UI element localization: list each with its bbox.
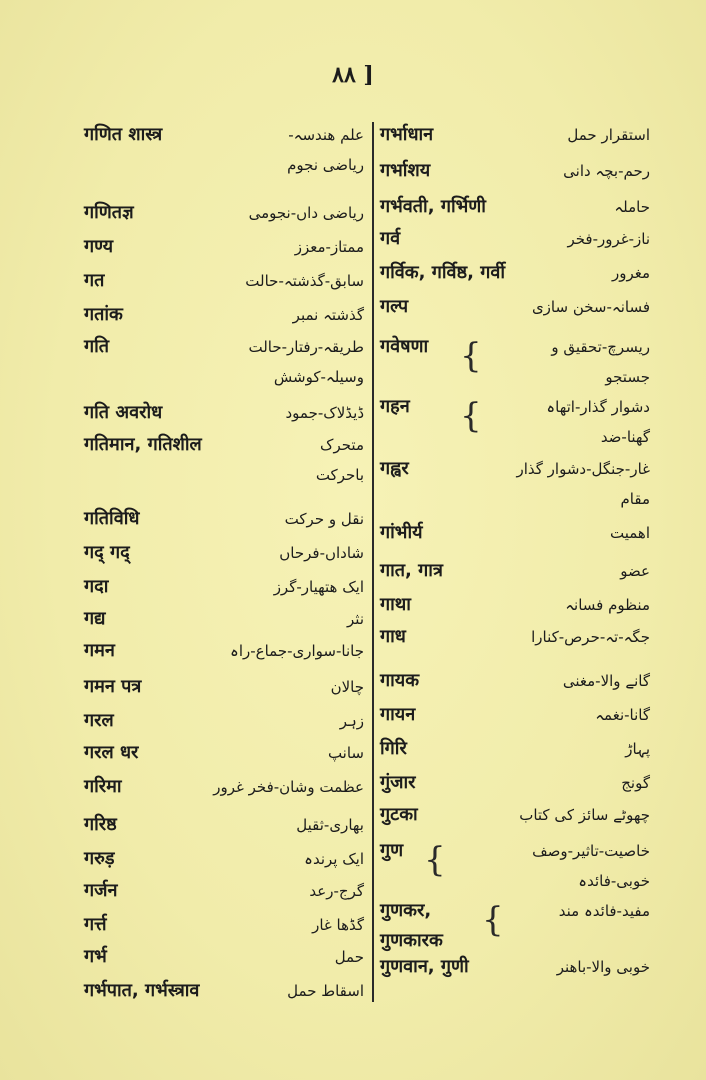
meaning-line2: گھنا-ضد <box>600 428 650 446</box>
headword: गहन <box>380 396 410 417</box>
meaning-line2: باحرکت <box>315 466 364 484</box>
right-entry <box>380 454 650 508</box>
brace-icon: { <box>424 840 446 880</box>
meaning: عضو <box>620 562 650 580</box>
meaning: ریاضی داں-نجومی <box>248 204 364 222</box>
column-divider <box>372 122 374 1002</box>
page-number: ۸۸ ] <box>332 62 374 88</box>
right-entry <box>380 120 650 150</box>
meaning: گانا-نغمہ <box>595 706 650 724</box>
right-entry <box>380 896 650 951</box>
meaning: حاملہ <box>614 198 650 216</box>
headword: गति अवरोध <box>84 402 163 423</box>
right-entry <box>380 192 650 222</box>
meaning: طریقہ-رفتار-حالت <box>248 338 364 356</box>
meaning: دشوار گذار-اتھاہ <box>546 398 650 416</box>
right-entry <box>380 292 650 322</box>
meaning-line2: خوبی-فائدہ <box>578 872 650 890</box>
meaning: مفید-فائدہ مند <box>558 902 650 920</box>
left-entry <box>84 120 364 174</box>
right-entry <box>380 224 650 254</box>
headword: गदा <box>84 576 109 597</box>
headword: गायन <box>380 704 416 725</box>
left-entry <box>84 198 364 228</box>
headword: गर्भाशय <box>380 160 431 181</box>
headword: गत <box>84 270 105 291</box>
left-entry <box>84 976 364 1006</box>
headword: गमन पत्र <box>84 676 142 697</box>
headword: गांभीर्य <box>380 522 423 543</box>
meaning: خاصیت-تاثیر-وصف <box>532 842 650 860</box>
meaning: اسقاط حمل <box>287 982 364 1000</box>
right-entry <box>380 836 650 890</box>
meaning: غار-جنگل-دشوار گذار <box>516 460 650 478</box>
meaning: سابق-گذشتہ-حالت <box>245 272 364 290</box>
headword: गिरि <box>380 738 407 759</box>
right-entry <box>380 332 650 386</box>
meaning: گونج <box>621 774 650 792</box>
right-entry <box>380 700 650 730</box>
meaning: گرج-رعد <box>309 882 364 900</box>
left-entry <box>84 844 364 874</box>
left-entry <box>84 706 364 736</box>
right-entry <box>380 666 650 696</box>
headword: गमन <box>84 640 115 661</box>
headword: गतिविधि <box>84 508 140 529</box>
left-entry <box>84 232 364 262</box>
headword: गर्जन <box>84 880 118 901</box>
headword: गुण <box>380 840 404 861</box>
headword: गात, गात्र <box>380 560 443 581</box>
headword: गरिमा <box>84 776 122 797</box>
headword: गर्भवती, गर्भिणी <box>380 196 486 217</box>
headword: गणित शास्त्र <box>84 124 163 145</box>
meaning: متحرک <box>320 436 364 454</box>
left-entry <box>84 772 364 802</box>
meaning-line2: جستجو <box>605 368 650 386</box>
meaning: جگہ-تہ-حرص-کنارا <box>531 628 650 646</box>
headword: गुटका <box>380 804 418 825</box>
meaning: بھاری-ثقیل <box>296 816 364 834</box>
headword: गाध <box>380 626 406 647</box>
headword: गति <box>84 336 110 357</box>
headword: गरिष्ठ <box>84 814 117 835</box>
meaning: خوبی والا-باھنر <box>556 958 650 976</box>
right-entry <box>380 622 650 652</box>
headword: गर्भपात, गर्भस्त्राव <box>84 980 200 1001</box>
headword: गणितज्ञ <box>84 202 134 223</box>
meaning: حمل <box>334 948 364 966</box>
right-entry <box>380 768 650 798</box>
meaning: زہر <box>339 712 364 730</box>
left-entry <box>84 604 364 634</box>
meaning: پہاڑ <box>625 740 650 758</box>
meaning: گانے والا-مغنی <box>562 672 650 690</box>
meaning: مغرور <box>611 264 650 282</box>
left-entry <box>84 430 364 484</box>
headword: गतिमान, गतिशील <box>84 434 202 455</box>
headword: गतांक <box>84 304 123 325</box>
meaning: چالان <box>330 678 364 696</box>
headword: गद्य <box>84 608 106 629</box>
meaning: شاداں-فرحاں <box>279 544 364 562</box>
brace-icon: { <box>482 900 504 940</box>
left-entry <box>84 332 364 386</box>
left-entry <box>84 810 364 840</box>
headword: गह्वर <box>380 458 409 479</box>
brace-icon: { <box>460 396 482 436</box>
left-entry <box>84 636 364 666</box>
meaning-line2: ریاضی نجوم <box>287 156 364 174</box>
left-entry <box>84 738 364 768</box>
brace-icon: { <box>460 336 482 376</box>
headword: गरल धर <box>84 742 139 763</box>
meaning: رحم-بچہ دانی <box>563 162 650 180</box>
headword: गुणकर, <box>380 900 432 921</box>
meaning: نثر <box>347 610 364 628</box>
meaning: علم ھندسہ- <box>288 126 364 144</box>
meaning: ایک ھتھیار-گرز <box>273 578 364 596</box>
left-entry <box>84 942 364 972</box>
headword: गवेषणा <box>380 336 429 357</box>
headword: गर्भाधान <box>380 124 434 145</box>
left-entry <box>84 504 364 534</box>
left-entry <box>84 910 364 940</box>
meaning: نقل و حرکت <box>284 510 364 528</box>
left-entry <box>84 538 364 568</box>
left-entry <box>84 300 364 330</box>
meaning: فسانہ-سخن سازی <box>531 298 650 316</box>
headword: गुंजार <box>380 772 416 793</box>
headword: गर्विक, गर्विष्ठ, गर्वी <box>380 262 506 283</box>
headword: गर्व <box>380 228 401 249</box>
right-entry <box>380 258 650 288</box>
headword: गरल <box>84 710 114 731</box>
headword: गल्प <box>380 296 409 317</box>
meaning: سانپ <box>327 744 364 762</box>
meaning-line2: مقام <box>620 490 650 508</box>
meaning: ایک پرندہ <box>304 850 364 868</box>
left-entry <box>84 876 364 906</box>
meaning: اھمیت <box>609 524 650 542</box>
headword: गद् गद् <box>84 542 130 563</box>
meaning-line2: وسیلہ-کوشش <box>273 368 364 386</box>
right-entry <box>380 952 650 982</box>
meaning: ناز-غرور-فخر <box>567 230 650 248</box>
headword: गरुड़ <box>84 848 115 869</box>
right-entry <box>380 590 650 620</box>
left-entry <box>84 398 364 428</box>
headword: गायक <box>380 670 420 691</box>
meaning: چھوٹے سائز کی کتاب <box>519 806 650 824</box>
headword: गर्त्त <box>84 914 107 935</box>
meaning: گڈھا غار <box>312 916 364 934</box>
right-entry <box>380 734 650 764</box>
right-entry <box>380 392 650 446</box>
meaning: ڈیڈلاک-جمود <box>285 404 364 422</box>
right-entry <box>380 800 650 830</box>
headword: गर्भ <box>84 946 107 967</box>
headword: गुणवान, गुणी <box>380 956 469 977</box>
left-entry <box>84 572 364 602</box>
meaning: استقرار حمل <box>567 126 650 144</box>
right-entry <box>380 156 650 186</box>
right-entry <box>380 556 650 586</box>
headword: गाथा <box>380 594 411 615</box>
right-entry <box>380 518 650 548</box>
left-entry <box>84 266 364 296</box>
headword: गण्य <box>84 236 114 257</box>
headword-line2: गुणकारक <box>380 930 443 951</box>
meaning: جانا-سواری-جماع-راہ <box>230 642 364 660</box>
meaning: گذشتہ نمبر <box>292 306 364 324</box>
left-entry <box>84 672 364 702</box>
meaning: ریسرچ-تحقیق و <box>551 338 650 356</box>
meaning: ممتاز-معزز <box>294 238 364 256</box>
meaning: منظوم فسانہ <box>565 596 650 614</box>
meaning: عظمت وشان-فخر غرور <box>213 778 364 796</box>
